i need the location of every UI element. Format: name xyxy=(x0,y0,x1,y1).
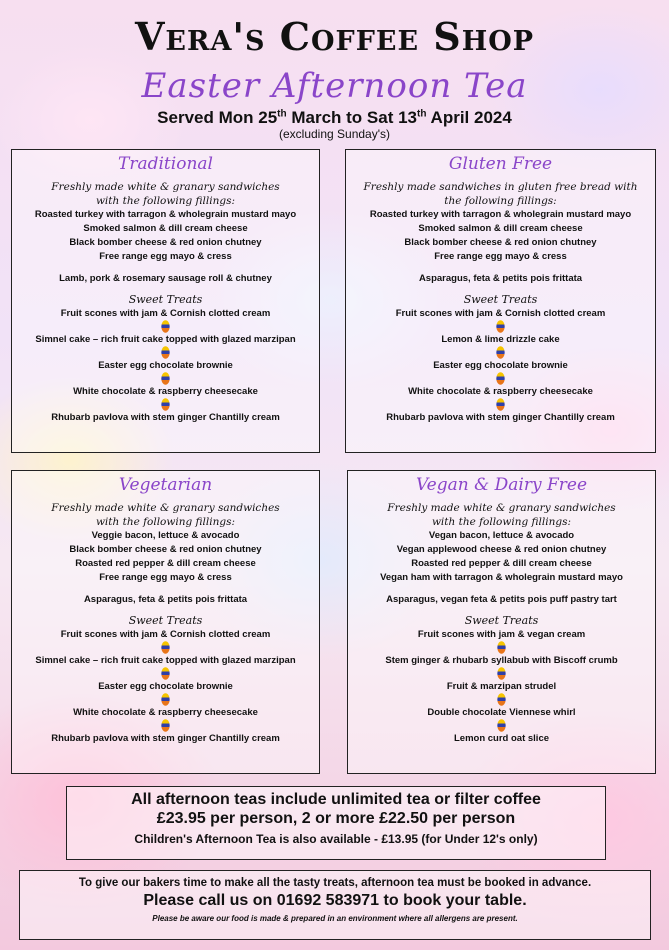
easter-egg-icon xyxy=(497,693,506,706)
filling-item: Roasted turkey with tarragon & wholegrain mustard mayo xyxy=(369,209,632,220)
menu-heading: Gluten Free xyxy=(448,154,553,174)
allergen-notice: Please be aware our food is made & prepared in an environment where all allergens are present. xyxy=(152,914,518,923)
filling-item: Free range egg mayo & cress xyxy=(99,572,232,583)
savoury-item: Asparagus, vegan feta & petits pois puff pastry tart xyxy=(386,594,617,605)
savoury-item: Lamb, pork & rosemary sausage roll & chutney xyxy=(59,273,272,284)
sweet-treat-item: Fruit scones with jam & Cornish clotted cream xyxy=(60,308,271,319)
sweet-treat-item: Easter egg chocolate brownie xyxy=(433,360,568,371)
served-start: Served Mon 25 xyxy=(157,108,278,127)
savoury-item: Asparagus, feta & petits pois frittata xyxy=(83,594,248,605)
easter-egg-icon xyxy=(497,667,506,680)
easter-egg-icon xyxy=(161,693,170,706)
filling-item: Vegan bacon, lettuce & avocado xyxy=(428,530,575,541)
easter-egg-icon xyxy=(161,667,170,680)
filling-item: Vegan applewood cheese & red onion chutney xyxy=(396,544,607,555)
easter-egg-icon xyxy=(496,372,505,385)
spacer xyxy=(348,585,655,593)
booking-box xyxy=(19,870,651,940)
sandwich-intro: Freshly made sandwiches in gluten free bread with xyxy=(363,181,638,193)
filling-item: Roasted red pepper & dill cream cheese xyxy=(75,558,256,569)
sweet-treats-heading: Sweet Treats xyxy=(463,293,538,306)
served-end: April 2024 xyxy=(426,108,512,127)
sweet-treat-item: Easter egg chocolate brownie xyxy=(98,360,233,371)
menu-subtitle: Easter Afternoon Tea xyxy=(141,66,528,106)
sweet-treat-item: Rhubarb pavlova with stem ginger Chantilly cream xyxy=(386,412,615,423)
filling-item: Black bomber cheese & red onion chutney xyxy=(69,237,262,248)
filling-item: Roasted red pepper & dill cream cheese xyxy=(411,558,592,569)
filling-item: Vegan ham with tarragon & wholegrain mustard mayo xyxy=(380,572,623,583)
sweet-treat-item: Rhubarb pavlova with stem ginger Chantilly cream xyxy=(51,412,280,423)
sweet-treat-item: Simnel cake – rich fruit cake topped with glazed marzipan xyxy=(35,655,296,666)
filling-item: Smoked salmon & dill cream cheese xyxy=(418,223,583,234)
easter-egg-icon xyxy=(496,398,505,411)
menu-heading: Vegetarian xyxy=(118,475,213,495)
spacer xyxy=(346,264,655,272)
menu-box-vegetarian xyxy=(11,470,320,774)
booking-phone-line: Please call us on 01692 583971 to book your table. xyxy=(143,892,527,909)
served-sup-1: th xyxy=(277,108,287,120)
filling-item: Free range egg mayo & cress xyxy=(434,251,567,262)
sweet-treats-heading: Sweet Treats xyxy=(128,293,203,306)
spacer xyxy=(12,264,319,272)
easter-egg-icon xyxy=(161,719,170,732)
sandwich-intro-fillings: with the following fillings: xyxy=(95,195,236,207)
easter-egg-icon xyxy=(497,719,506,732)
filling-item: Black bomber cheese & red onion chutney xyxy=(404,237,597,248)
sweet-treat-item: White chocolate & raspberry cheesecake xyxy=(73,707,258,718)
easter-egg-icon xyxy=(161,320,170,333)
sandwich-intro: Freshly made white & granary sandwiches xyxy=(51,181,280,193)
spacer xyxy=(12,585,319,593)
pricing-children: Children's Afternoon Tea is also available - £13.95 (for Under 12's only) xyxy=(134,832,538,846)
filling-item: Veggie bacon, lettuce & avocado xyxy=(91,530,240,541)
sandwich-intro-fillings: with the following fillings: xyxy=(95,516,236,528)
menu-box-traditional xyxy=(11,149,320,453)
sweet-treat-item: Lemon & lime drizzle cake xyxy=(441,334,560,345)
easter-egg-icon xyxy=(161,398,170,411)
sweet-treat-item: Fruit scones with jam & vegan cream xyxy=(417,629,586,640)
easter-egg-icon xyxy=(497,641,506,654)
sandwich-intro: Freshly made white & granary sandwiches xyxy=(51,502,280,514)
sandwich-intro: Freshly made white & granary sandwiches xyxy=(387,502,616,514)
savoury-item: Asparagus, feta & petits pois frittata xyxy=(418,273,583,284)
filling-item: Roasted turkey with tarragon & wholegrain mustard mayo xyxy=(34,209,297,220)
sandwich-intro-fillings: the following fillings: xyxy=(444,195,557,207)
sweet-treat-item: White chocolate & raspberry cheesecake xyxy=(73,386,258,397)
easter-egg-icon xyxy=(161,346,170,359)
easter-egg-icon xyxy=(161,641,170,654)
filling-item: Free range egg mayo & cress xyxy=(99,251,232,262)
sweet-treats-heading: Sweet Treats xyxy=(464,614,539,627)
sweet-treat-item: White chocolate & raspberry cheesecake xyxy=(408,386,593,397)
sweet-treats-heading: Sweet Treats xyxy=(128,614,203,627)
sweet-treat-item: Fruit scones with jam & Cornish clotted cream xyxy=(60,629,271,640)
shop-title: Vera's Coffee Shop xyxy=(134,14,535,59)
pricing-unlimited-drinks: All afternoon teas include unlimited tea or filter coffee xyxy=(131,791,541,808)
sweet-treat-item: Easter egg chocolate brownie xyxy=(98,681,233,692)
sweet-treat-item: Simnel cake – rich fruit cake topped with glazed marzipan xyxy=(35,334,296,345)
easter-egg-icon xyxy=(496,320,505,333)
easter-egg-icon xyxy=(161,372,170,385)
sweet-treat-item: Fruit scones with jam & Cornish clotted cream xyxy=(395,308,606,319)
served-middle: March to Sat 13 xyxy=(286,108,417,127)
menu-box-vegan-dairy-free xyxy=(347,470,656,774)
exclusion-note: (excluding Sunday's) xyxy=(278,127,391,141)
easter-egg-icon xyxy=(496,346,505,359)
sweet-treat-item: Fruit & marzipan strudel xyxy=(446,681,557,692)
sweet-treat-item: Lemon curd oat slice xyxy=(453,733,550,744)
pricing-per-person: £23.95 per person, 2 or more £22.50 per person xyxy=(156,810,516,827)
sweet-treat-item: Double chocolate Viennese whirl xyxy=(427,707,576,718)
menu-heading: Vegan & Dairy Free xyxy=(415,475,588,495)
menu-heading: Traditional xyxy=(118,154,213,174)
booking-advance-note: To give our bakers time to make all the tasty treats, afternoon tea must be booked in advance. xyxy=(78,877,592,889)
sandwich-intro-fillings: with the following fillings: xyxy=(431,516,572,528)
filling-item: Smoked salmon & dill cream cheese xyxy=(83,223,248,234)
served-dates xyxy=(0,108,669,128)
pricing-box xyxy=(66,786,606,860)
sweet-treat-item: Stem ginger & rhubarb syllabub with Biscoff crumb xyxy=(385,655,618,666)
menu-box-gluten-free xyxy=(345,149,656,453)
sweet-treat-item: Rhubarb pavlova with stem ginger Chantilly cream xyxy=(51,733,280,744)
served-sup-2: th xyxy=(417,108,427,120)
filling-item: Black bomber cheese & red onion chutney xyxy=(69,544,262,555)
